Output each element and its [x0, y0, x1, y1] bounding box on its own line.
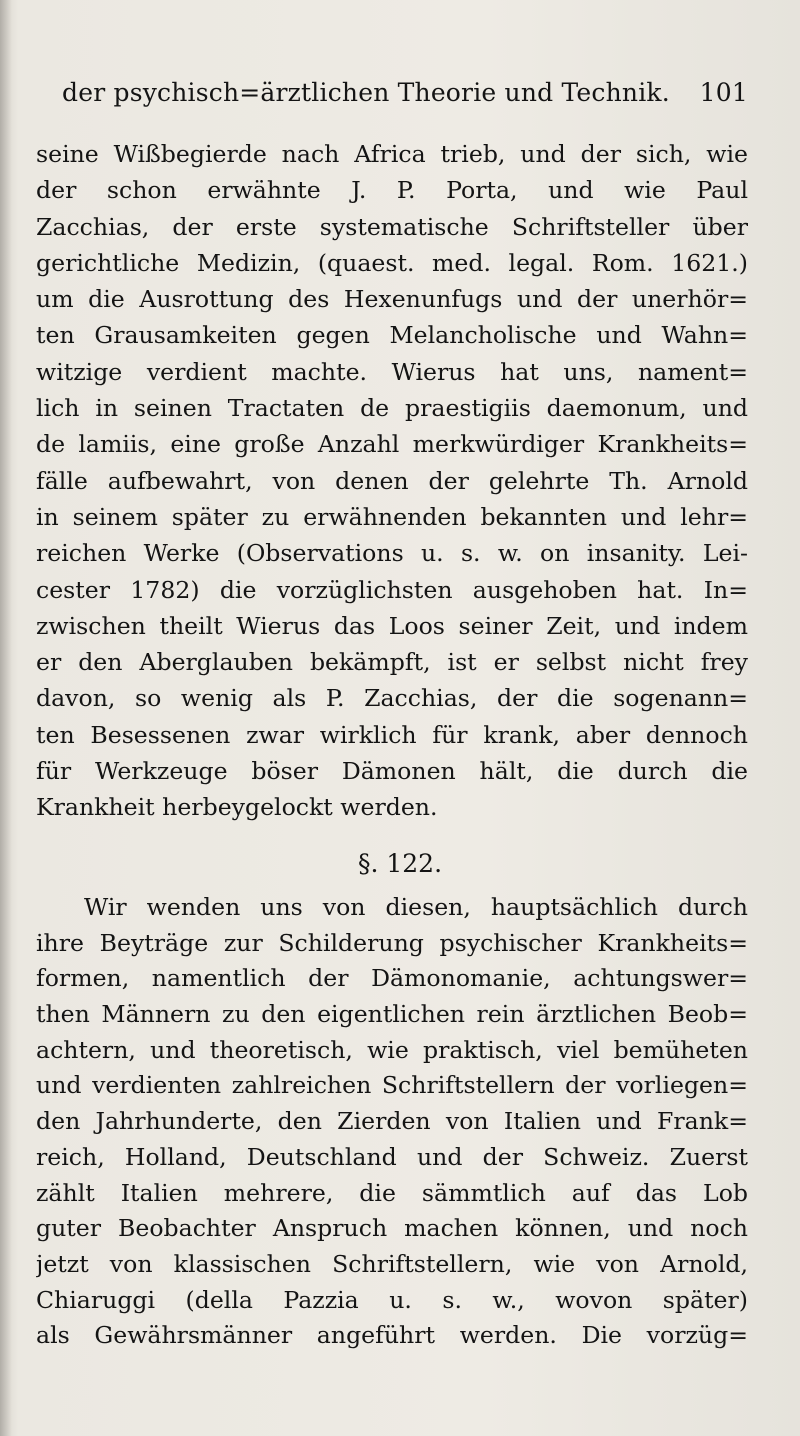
text-line: formen, namentlich der Dämonomanie, achtungswer=: [36, 964, 748, 993]
text-line: guter Beobachter Anspruch machen können, und noch: [36, 1214, 748, 1243]
text-line: ten Besessenen zwar wirklich für krank, aber dennoch: [36, 720, 748, 749]
text-line: seine Wißbegierde nach Africa trieb, und der sich, wie: [36, 140, 748, 168]
text-line: then Männern zu den eigentlichen rein ärztlichen Beob=: [36, 1000, 748, 1029]
text-line: ihre Beyträge zur Schilderung psychischer Krankheits=: [36, 928, 748, 957]
text-line: und verdienten zahlreichen Schriftstellern der vorliegen=: [36, 1071, 748, 1100]
text-line: in seinem später zu erwähnenden bekannten und lehr=: [36, 502, 748, 531]
text-line: Zacchias, der erste systematische Schriftsteller über: [36, 212, 748, 241]
text-line: reich, Holland, Deutschland und der Schweiz. Zuerst: [36, 1142, 748, 1171]
text-line: für Werkzeuge böser Dämonen hält, die durch die: [36, 757, 748, 786]
paragraph-2: [36, 890, 748, 1354]
text-line: reichen Werke (Observations u. s. w. on insanity. Lei-: [36, 539, 748, 568]
text-line: Krankheit herbeygelockt werden.: [36, 793, 438, 822]
text-line: er den Aberglauben bekämpft, ist er selbst nicht frey: [36, 648, 748, 677]
text-line: um die Ausrottung des Hexenunfugs und der unerhör=: [36, 285, 748, 314]
text-line: witzige verdient machte. Wierus hat uns, nament=: [36, 357, 748, 386]
binding-shadow: [0, 0, 12, 1436]
page-header: [62, 78, 760, 112]
text-line: den Jahrhunderte, den Zierden von Italien und Frank=: [36, 1107, 748, 1136]
text-line: de lamiis, eine große Anzahl merkwürdiger Krankheits=: [36, 430, 748, 459]
text-line: zwischen theilt Wierus das Loos seiner Zeit, und indem: [36, 611, 748, 640]
page-number: 101: [699, 78, 748, 107]
text-line: achtern, und theoretisch, wie praktisch, viel bemüheten: [36, 1035, 748, 1064]
text-line: der schon erwähnte J. P. Porta, und wie Paul: [36, 176, 748, 205]
text-line: fälle aufbewahrt, von denen der gelehrte Th. Arnold: [36, 466, 748, 495]
section-heading: §. 122.: [357, 849, 443, 878]
text-line: gerichtliche Medizin, (quaest. med. legal. Rom. 1621.): [36, 248, 748, 277]
running-title: der psychisch=ärztlichen Theorie und Technik.: [62, 78, 670, 107]
text-line: zählt Italien mehrere, die sämmtlich auf das Lob: [36, 1178, 748, 1207]
text-line: ten Grausamkeiten gegen Melancholische und Wahn=: [36, 321, 748, 350]
text-line: lich in seinen Tractaten de praestigiis daemonum, und: [36, 394, 748, 423]
text-line: davon, so wenig als P. Zacchias, der die sogenann=: [36, 684, 748, 713]
paragraph-1: [36, 136, 748, 826]
text-line: als Gewährsmänner angeführt werden. Die vorzüg=: [36, 1321, 748, 1350]
text-line: Chiaruggi (della Pazzia u. s. w., wovon später): [36, 1285, 748, 1314]
text-line: jetzt von klassischen Schriftstellern, wie von Arnold,: [36, 1249, 748, 1278]
text-line: cester 1782) die vorzüglichsten ausgehoben hat. In=: [36, 575, 748, 604]
text-line: Wir wenden uns von diesen, hauptsächlich durch: [84, 893, 748, 921]
